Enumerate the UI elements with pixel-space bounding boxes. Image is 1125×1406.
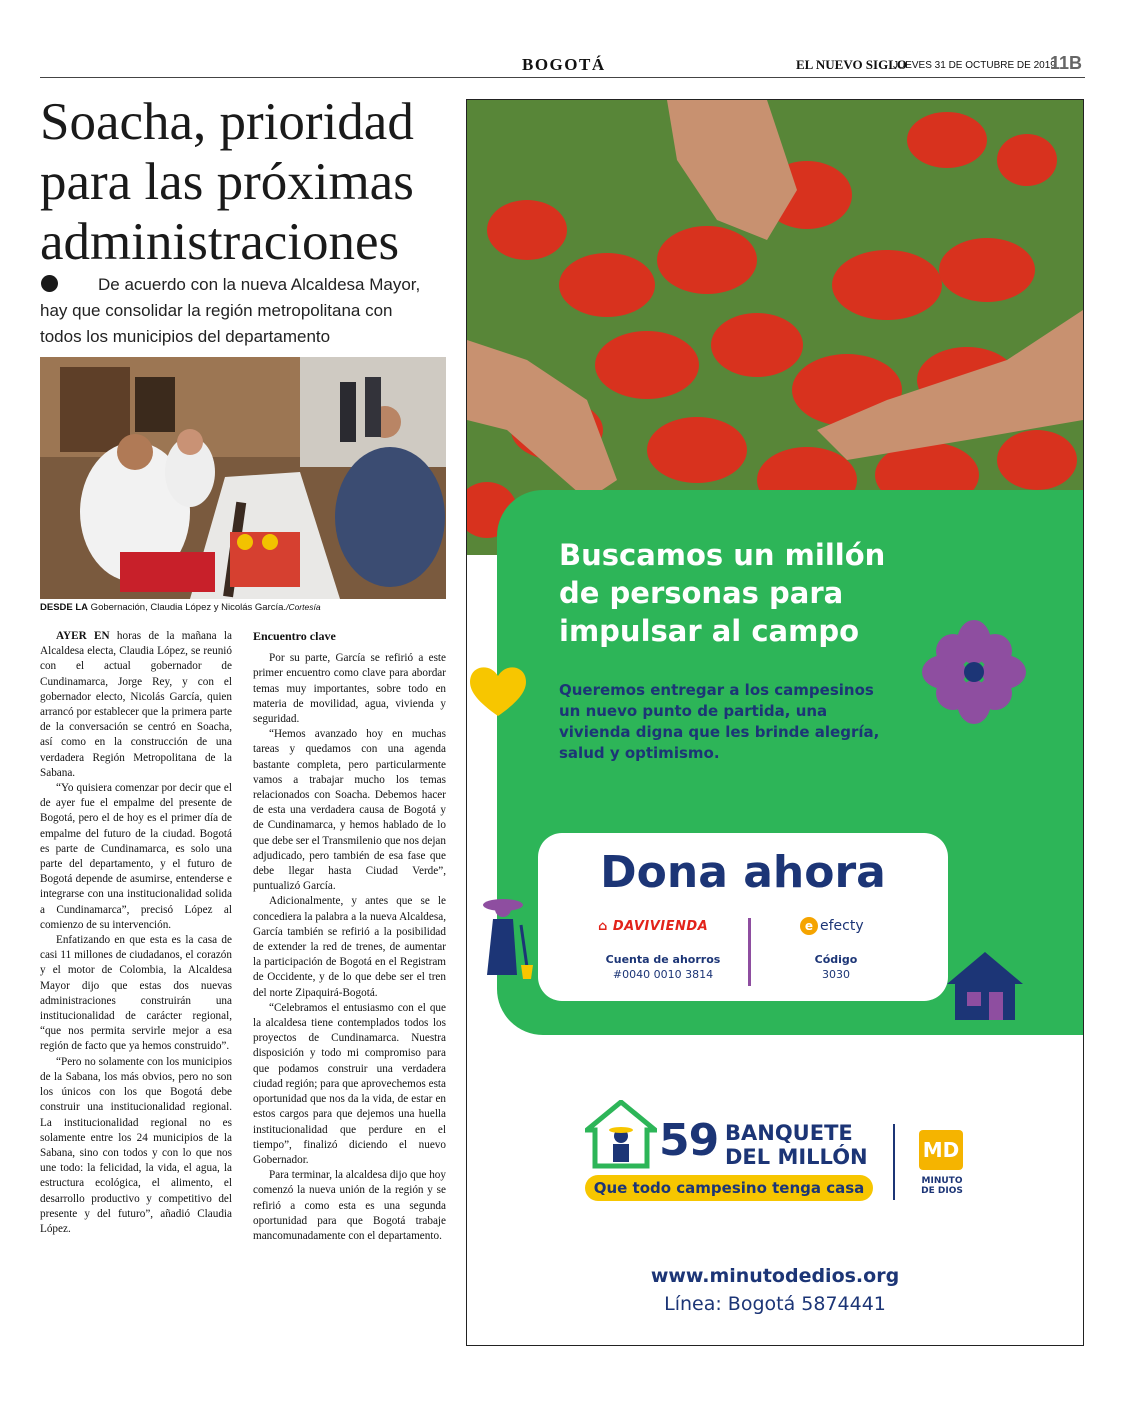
paragraph: “Pero no solamente con los municipios de la Sabana, los más obvios, pero no son los únicos con los que Bogotá debe construir una institucionalidad regional. La institucionalidad regional no es solamente entre los 24 municipios de la Sabana, sino con todos y con lo que nos une todo: la felicidad, la vida, el agua, la estructura ecológica, el alimento, el desarrollo productivo y competitivo del presente y del futuro”, añadió Claudia López. bbox=[40, 1055, 232, 1235]
md-name-line: DE DIOS bbox=[921, 1186, 963, 1196]
bank2-value: 3030 bbox=[822, 968, 850, 981]
banquete-title-line: DEL MILLÓN bbox=[725, 1145, 868, 1169]
ad-photo-peppers bbox=[467, 100, 1083, 555]
ad-phone-line: Línea: Bogotá 5874441 bbox=[664, 1293, 886, 1315]
banquete-house-logo-icon bbox=[585, 1100, 657, 1170]
minuto-de-dios-logo: MD bbox=[919, 1130, 963, 1170]
photo-caption bbox=[40, 602, 321, 613]
lead-in: AYER EN bbox=[56, 630, 110, 642]
farmer-figure-icon bbox=[481, 895, 537, 985]
bank2-label: Código bbox=[814, 953, 858, 966]
page-number: 11B bbox=[1050, 53, 1083, 73]
ad-headline-line: Buscamos un millón bbox=[559, 538, 886, 572]
advertisement bbox=[466, 99, 1084, 1346]
bank1-label: Cuenta de ahorros bbox=[605, 953, 721, 966]
efecty-logo: e efecty bbox=[800, 917, 864, 935]
ad-website-link[interactable]: www.minutodedios.org bbox=[650, 1265, 900, 1287]
banquete-title-line: BANQUETE bbox=[725, 1121, 853, 1145]
donate-title: Dona ahora bbox=[600, 847, 886, 898]
efecty-mark-icon: e bbox=[800, 917, 818, 935]
article-headline bbox=[40, 92, 460, 272]
ad-subtext-line: salud y optimismo. bbox=[559, 744, 720, 762]
ad-headline bbox=[559, 536, 979, 650]
donate-divider bbox=[748, 918, 751, 986]
bank1-value: #0040 0010 3814 bbox=[612, 968, 714, 981]
paragraph-text: horas de la mañana la Alcaldesa electa, Claudia López, se reunió con el actual gobernador de Cundinamarca, Jorge Rey, y con el gobernador electo, Nicolás García, quien arrancó por establecer que la primera parte de la conversación se centró en Soacha, así como en la construcción de una verdadera Región Metropolitana de la Sabana. bbox=[40, 630, 232, 779]
paragraph: Enfatizando en que esta es la casa de casi 11 millones de ciudadanos, el corazón y el motor de Colombia, la Alcaldesa Mayor dijo que estas dos nuevas administraciones construirán una institucionalidad de carácter regional, “que nos permita servirle mejor a esa región de facto que ya hemos construido”. bbox=[40, 934, 232, 1053]
ad-subtext-line: Queremos entregar a los campesinos bbox=[559, 681, 874, 699]
heart-icon bbox=[467, 662, 529, 718]
section-subtitle: Encuentro clave bbox=[253, 629, 336, 643]
article-column-2 bbox=[253, 629, 446, 1244]
caption-lead: DESDE LA bbox=[40, 602, 89, 613]
meeting-photo bbox=[40, 357, 446, 599]
paragraph: Adicionalmente, y antes que se le concediera la palabra a la nueva Alcaldesa, García también se refirió a la posibilidad de extender la red de trenes, de aumentar la participación de Bogotá en el Registram de Occidente, y de lo que debe ser el tren del norte Zipaquirá-Bogotá. bbox=[253, 895, 446, 999]
house-icon: ⌂ bbox=[598, 919, 608, 934]
paragraph: Por su parte, García se refirió a este primer encuentro como clave para abordar temas muy importantes, sobre todo en materia de movilidad, agua, vivienda y seguridad. bbox=[253, 652, 446, 726]
newspaper-name: EL NUEVO SIGLO bbox=[796, 57, 907, 72]
ad-headline-line: de personas para bbox=[559, 576, 844, 610]
logo-divider bbox=[893, 1124, 895, 1200]
article-column-1 bbox=[40, 629, 232, 1237]
paragraph: “Yo quisiera comenzar por decir que el de ayer fue el empalme del presente de Bogotá, pero el de hoy es el primer día de empalme del futuro de la ciudad. Bogotá es parte de Cundinamarca, es solo una parte del departamento, y el futuro de Bogotá depende de asumirse, entenderse e integrarse con una institucionalidad solida a Cundinamarca”, precisó López al comienzo de su intervención. bbox=[40, 782, 232, 931]
caption-credit: /Cortesía bbox=[286, 602, 321, 612]
header-rule bbox=[40, 77, 1085, 78]
paragraph: “Hemos avanzado hoy en muchas tareas y quedamos con una agenda bastante completa, pero particularmente vamos a trabajar mucho los temas relacionados con Soacha. Debemos hacer de esta una verdadera causa de Bogotá y de Cundinamarca, y hemos hablado de lo que debe ser el Transmilenio que nos dejan adjudicado, pero también de esa fase que debe llegar hasta Ciudad Verde”, puntualizó García. bbox=[253, 728, 446, 893]
section-name: BOGOTÁ bbox=[522, 55, 606, 74]
headline-line: administraciones bbox=[40, 213, 400, 271]
paragraph: “Celebramos el entusiasmo con el que la alcaldesa tiene contemplados todos los proyectos de Cundinamarca. Nuestra disposición y todo mi compromiso para que podamos construir una verdadera ciudad región; para que aprovechemos esta oportunidad que nos da la vida, de estar en estos cargos para que dejemos una huella institucionalidad que perdure en el tiempo”, finalizó diciendo el nuevo Gobernador. bbox=[253, 1001, 446, 1166]
ad-subtext bbox=[559, 680, 939, 764]
minuto-de-dios-name bbox=[917, 1176, 967, 1196]
ad-headline-line: impulsar al campo bbox=[559, 614, 859, 648]
ad-subtext-line: vivienda digna que les brinde alegría, bbox=[559, 723, 880, 741]
donate-box bbox=[538, 833, 948, 1001]
subhead-line: De acuerdo con la nueva Alcaldesa Mayor, bbox=[98, 275, 421, 294]
house-icon bbox=[945, 950, 1025, 1022]
article-subhead bbox=[40, 272, 445, 350]
banquete-tagline: Que todo campesino tenga casa bbox=[585, 1175, 873, 1201]
headline-line: Soacha, prioridad bbox=[40, 93, 414, 151]
banquete-number: 59 bbox=[659, 1115, 719, 1166]
subhead-line: todos los municipios del departamento bbox=[40, 327, 331, 346]
md-name-line: MINUTO bbox=[921, 1176, 963, 1186]
publication-date: JUEVES 31 DE OCTUBRE DE 2019 bbox=[893, 60, 1056, 71]
subhead-line: hay que consolidar la región metropolitana con bbox=[40, 301, 393, 320]
caption-text: Gobernación, Claudia López y Nicolás García. bbox=[88, 602, 287, 613]
davivienda-logo: ⌂ DAVIVIENDA bbox=[598, 919, 709, 934]
ad-subtext-line: un nuevo punto de partida, una bbox=[559, 702, 828, 720]
headline-line: para las próximas bbox=[40, 153, 414, 211]
paragraph bbox=[40, 629, 232, 781]
paragraph: Para terminar, la alcaldesa dijo que hoy comenzó la nueva unión de la región y se refirió a como esta es una segunda oportunidad para que Bogotá trabaje mancomunadamente con el departamento. bbox=[253, 1169, 446, 1242]
